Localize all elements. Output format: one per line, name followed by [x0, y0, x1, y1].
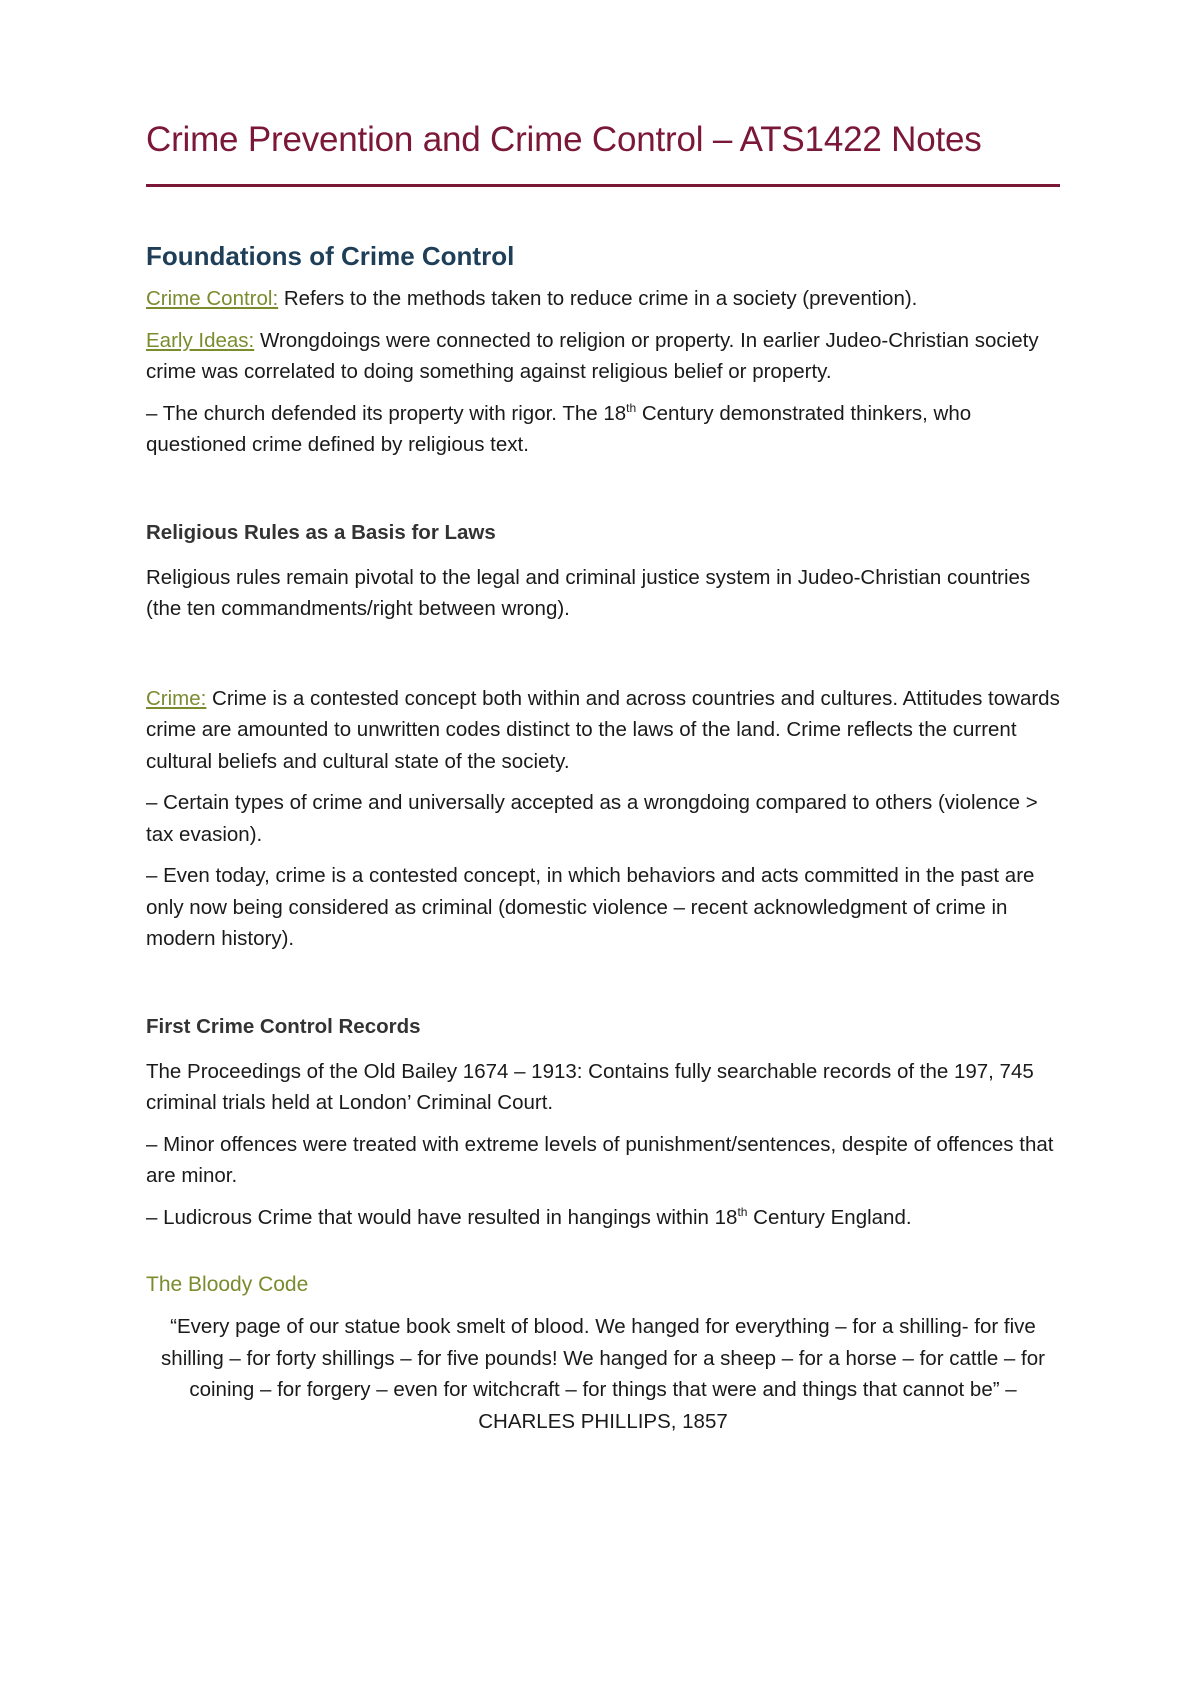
document-title: Crime Prevention and Crime Control – ATS1422 Notes: [146, 120, 982, 159]
records-point-1: – Minor offences were treated with extreme levels of punishment/sentences, despite of offences that are minor.: [146, 1132, 1054, 1187]
document-page: [146, 118, 1060, 1437]
church-paragraph: [146, 398, 1060, 461]
early-ideas-term: Early Ideas:: [146, 328, 255, 352]
section-heading-religious: Religious Rules as a Basis for Laws: [146, 520, 496, 544]
section-heading-records: First Crime Control Records: [146, 1014, 421, 1038]
religious-paragraph: Religious rules remain pivotal to the legal and criminal justice system in Judeo-Christian countries (the ten commandments/right between wrong).: [146, 565, 1031, 620]
crime-control-term: Crime Control:: [146, 287, 279, 310]
records-point-2-start: – Ludicrous Crime that would have resulted in hangings within 18: [146, 1205, 738, 1229]
crime-point-2: – Even today, crime is a contested concept, in which behaviors and acts committed in the past are only now being considered as criminal (domestic violence – recent acknowledgment of crime in modern history).: [146, 864, 1035, 950]
crime-term: Crime:: [146, 686, 207, 710]
church-superscript: th: [626, 400, 637, 415]
crime-point-1: – Certain types of crime and universally accepted as a wrongdoing compared to others (violence > tax evasion).: [146, 791, 1038, 846]
title-divider: [146, 184, 1060, 187]
section-heading-bloody-code: The Bloody Code: [146, 1273, 309, 1296]
early-ideas-paragraph: [146, 325, 1060, 388]
records-superscript: th: [737, 1204, 748, 1219]
section-heading-foundations: Foundations of Crime Control: [146, 241, 515, 271]
records-point-2-end: Century England.: [747, 1205, 912, 1229]
church-text-start: – The church defended its property with rigor. The 18: [146, 401, 627, 425]
crime-definition: [146, 683, 1060, 778]
bloody-code-quote: “Every page of our statue book smelt of blood. We hanged for everything – for a shilling- for five shilling – for forty shillings – for five pounds! We hanged for a sheep – for a horse – for cattle – for coining – for forgery – even for witchcraft – for things that were and things that cannot be” – CHARLES PHILLIPS, 1857: [161, 1315, 1045, 1433]
crime-control-definition: [146, 283, 1060, 315]
crime-text: Crime is a contested concept both within and across countries and cultures. Attitudes towards crime are amounted to unwritten codes distinct to the laws of the land. Crime reflects the current cultural beliefs and cultural state of the society.: [146, 686, 1060, 773]
church-text-end: Century demonstrated thinkers, who questioned crime defined by religious text.: [146, 401, 972, 456]
records-paragraph: The Proceedings of the Old Bailey 1674 – 1913: Contains fully searchable records of the 197, 745 criminal trials held at London’ Criminal Court.: [146, 1059, 1034, 1114]
crime-control-text: Refers to the methods taken to reduce crime in a society (prevention).: [278, 287, 918, 310]
early-ideas-text: Wrongdoings were connected to religion or property. In earlier Judeo-Christian society crime was correlated to doing something against religious belief or property.: [146, 328, 1039, 383]
records-point-2: [146, 1202, 1060, 1234]
